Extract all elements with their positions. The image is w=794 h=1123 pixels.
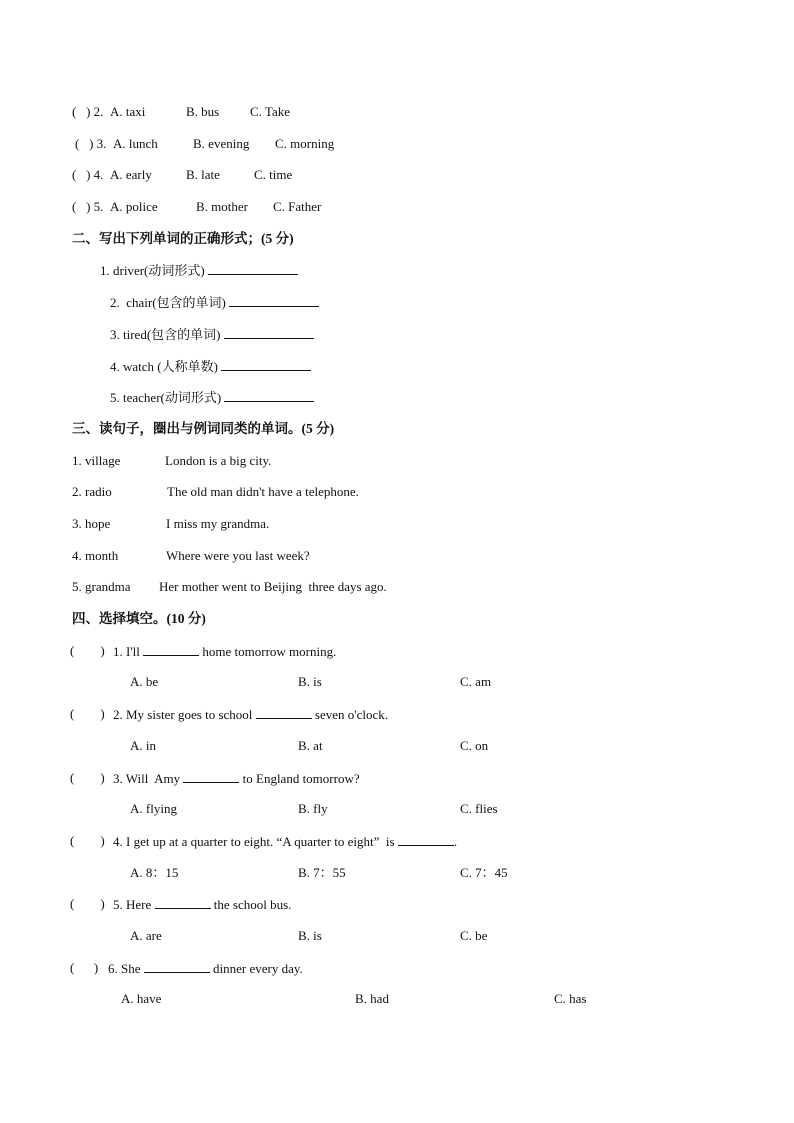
answer-blank[interactable] [398, 833, 454, 846]
question-stem [113, 896, 291, 913]
stem-post: home tomorrow morning. [202, 644, 337, 659]
option-b: B. at [298, 738, 323, 753]
stem-pre: 1. I'll [113, 644, 140, 659]
option-b: B. is [298, 928, 322, 943]
option-a: A. police [110, 199, 158, 214]
option-c: C. time [254, 167, 293, 182]
stem-pre: 4. I get up at a quarter to eight. “A quarter to eight” is [113, 834, 395, 849]
answer-blank[interactable] [224, 326, 314, 339]
question-stem [108, 960, 303, 977]
option-a: A. are [130, 928, 162, 943]
section2-item [110, 294, 319, 311]
stem-pre: 6. She [108, 961, 141, 976]
stem-post: the school bus. [213, 897, 292, 912]
stem-pre: 2. My sister goes to school [113, 707, 253, 722]
stem-pre: 5. Here [113, 897, 152, 912]
option-b: B. late [186, 167, 220, 182]
option-a: A. early [110, 167, 152, 182]
stem-post: dinner every day. [213, 961, 303, 976]
answer-blank[interactable] [155, 896, 211, 909]
item-text: 3. tired(包含的单词) [110, 327, 221, 342]
option-a: A. lunch [113, 136, 158, 151]
question-stem [113, 643, 336, 660]
sentence[interactable]: Her mother went to Beijing three days ago. [159, 579, 387, 594]
option-b: B. had [355, 991, 389, 1006]
example-word: 1. village [72, 453, 121, 468]
option-c: C. Father [273, 199, 322, 214]
item-text: 4. watch (人称单数) [110, 359, 218, 374]
option-c: C. 7：45 [460, 865, 508, 880]
answer-paren[interactable]: ( ) 5. [72, 199, 104, 214]
option-c: C. flies [460, 801, 498, 816]
answer-blank[interactable] [208, 262, 298, 275]
option-b: B. 7：55 [298, 865, 346, 880]
answer-paren[interactable]: ( ) [70, 833, 105, 848]
option-a: A. 8：15 [130, 865, 179, 880]
question-stem [113, 770, 360, 787]
stem-pre: 3. Will Amy [113, 771, 181, 786]
stem-post: to England tomorrow? [242, 771, 360, 786]
example-word: 4. month [72, 548, 119, 563]
example-word: 3. hope [72, 516, 111, 531]
answer-blank[interactable] [221, 358, 311, 371]
option-c: C. Take [250, 104, 291, 119]
section2-item [110, 389, 314, 406]
option-b: B. evening [193, 136, 250, 151]
option-a: A. in [130, 738, 156, 753]
sentence[interactable]: I miss my grandma. [166, 516, 270, 531]
example-word: 5. grandma [72, 579, 131, 594]
answer-paren[interactable]: ( ) 3. [75, 136, 107, 151]
option-b: B. fly [298, 801, 328, 816]
option-a: A. flying [130, 801, 177, 816]
section2-item [110, 326, 314, 343]
answer-blank[interactable] [143, 643, 199, 656]
answer-blank[interactable] [144, 960, 210, 973]
section2-item [100, 262, 298, 279]
item-text: 5. teacher(动词形式) [110, 390, 222, 405]
section4-heading: 四、选择填空。(10 分) [72, 611, 206, 626]
answer-paren[interactable]: ( ) 4. [72, 167, 104, 182]
answer-paren[interactable]: ( ) [70, 896, 105, 911]
answer-blank[interactable] [229, 294, 319, 307]
option-c: C. on [460, 738, 489, 753]
section3-heading: 三、读句子，圈出与例词同类的单词。(5 分) [72, 421, 335, 436]
sentence[interactable]: Where were you last week? [166, 548, 310, 563]
answer-paren[interactable]: ( ) [70, 706, 105, 721]
option-c: C. has [554, 991, 587, 1006]
answer-blank[interactable] [224, 389, 314, 402]
question-stem [113, 706, 388, 723]
sentence[interactable]: The old man didn't have a telephone. [167, 484, 359, 499]
option-a: A. have [121, 991, 162, 1006]
question-stem [113, 833, 457, 850]
answer-paren[interactable]: ( ) [70, 770, 105, 785]
option-a: A. be [130, 674, 159, 689]
answer-blank[interactable] [183, 770, 239, 783]
option-b: B. bus [186, 104, 220, 119]
option-c: C. be [460, 928, 488, 943]
answer-paren[interactable]: ( ) [70, 643, 105, 658]
answer-paren[interactable]: ( ) [70, 960, 99, 975]
example-word: 2. radio [72, 484, 112, 499]
option-b: B. is [298, 674, 322, 689]
option-b: B. mother [196, 199, 248, 214]
item-text: 1. driver(动词形式) [100, 263, 205, 278]
stem-post: seven o'clock. [314, 707, 388, 722]
section2-item [110, 358, 311, 375]
answer-blank[interactable] [256, 706, 312, 719]
option-a: A. taxi [110, 104, 146, 119]
stem-post: . [453, 834, 458, 849]
section2-heading: 二、写出下列单词的正确形式；(5 分) [72, 231, 294, 246]
item-text: 2. chair(包含的单词) [110, 295, 226, 310]
sentence[interactable]: London is a big city. [165, 453, 272, 468]
option-c: C. am [460, 674, 492, 689]
option-c: C. morning [275, 136, 335, 151]
answer-paren[interactable]: ( ) 2. [72, 104, 104, 119]
